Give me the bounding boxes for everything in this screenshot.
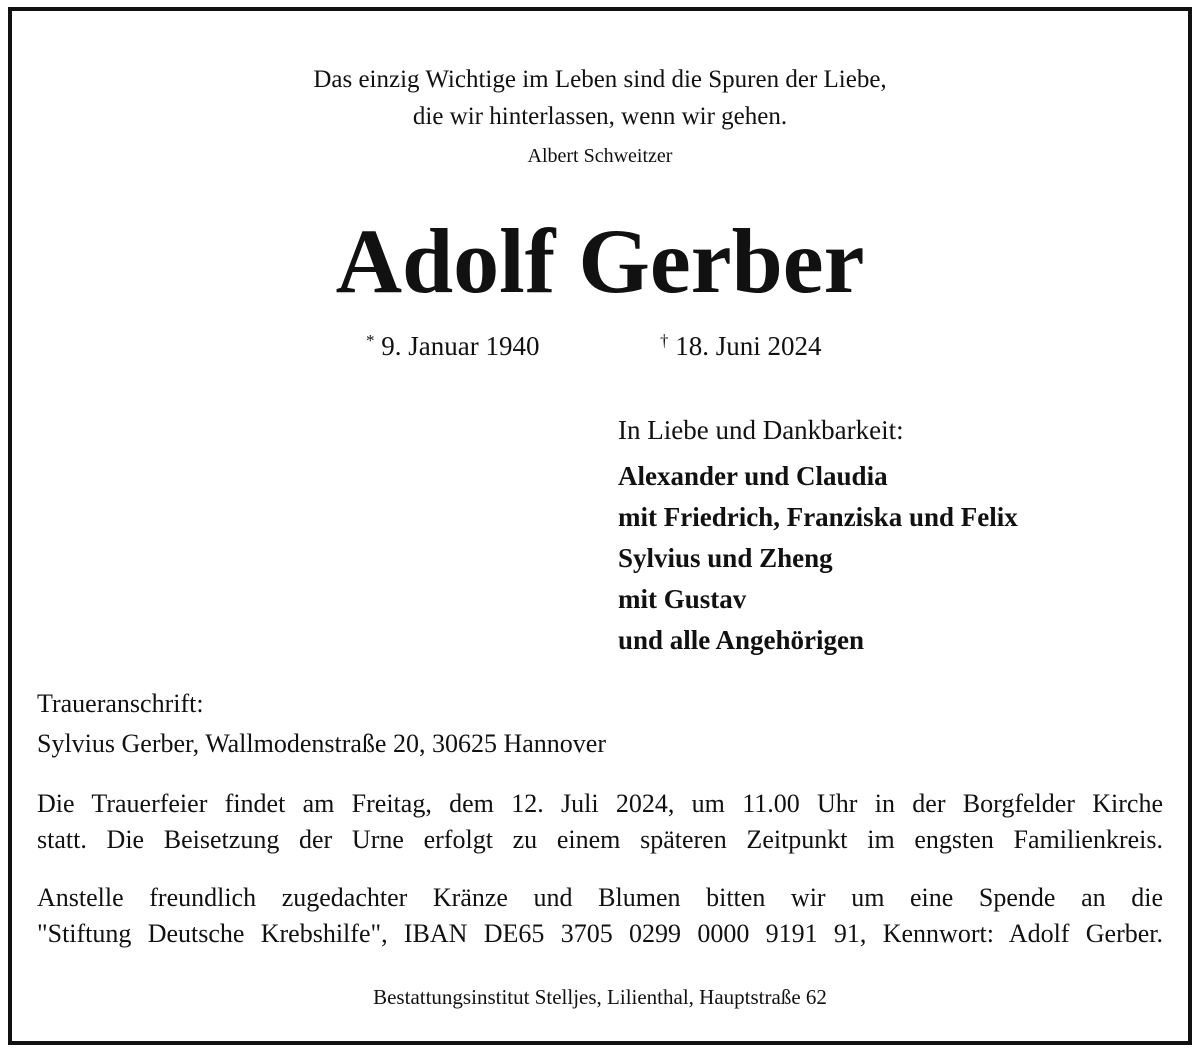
donation-line-1: Anstelle freundlich zugedachter Kränze und Blumen bitten wir um eine Spende an die (37, 883, 1163, 912)
family-intro: In Liebe und Dankbarkeit: (618, 415, 904, 445)
death-symbol: † (660, 331, 669, 350)
family-list (618, 456, 1018, 661)
address-value: Sylvius Gerber, Wallmodenstraße 20, 30625 Hannover (37, 729, 606, 758)
family-member: mit Friedrich, Franziska und Felix (618, 502, 1018, 532)
undertaker-info: Bestattungsinstitut Stelljes, Lilienthal, Hauptstraße 62 (373, 985, 827, 1009)
family-member: Alexander und Claudia (618, 461, 888, 491)
donation-line-2: "Stiftung Deutsche Krebshilfe", IBAN DE65 3705 0299 0000 9191 91, Kennwort: Adolf Gerber. (37, 919, 1163, 948)
family-member: Sylvius und Zheng (618, 543, 833, 573)
birth-symbol: * (366, 331, 375, 350)
family-member: und alle Angehörigen (618, 625, 865, 655)
death-date (660, 331, 822, 362)
birth-date (366, 331, 539, 362)
family-member: mit Gustav (618, 584, 747, 614)
quote-line-1: Das einzig Wichtige im Leben sind die Spuren der Liebe, (313, 66, 887, 93)
death-date-text: 18. Juni 2024 (675, 331, 822, 361)
quote-author: Albert Schweitzer (527, 145, 673, 167)
ceremony-line-1: Die Trauerfeier findet am Freitag, dem 12. Juli 2024, um 11.00 Uhr in der Borgfelder Kirche (37, 789, 1163, 818)
ceremony-line-2: statt. Die Beisetzung der Urne erfolgt zu einem späteren Zeitpunkt im engsten Familienkreis. (37, 825, 1163, 854)
quote-line-2: die wir hinterlassen, wenn wir gehen. (412, 103, 788, 130)
deceased-name: Adolf Gerber (335, 210, 865, 312)
birth-date-text: 9. Januar 1940 (381, 331, 540, 361)
address-label: Traueranschrift: (37, 689, 204, 718)
